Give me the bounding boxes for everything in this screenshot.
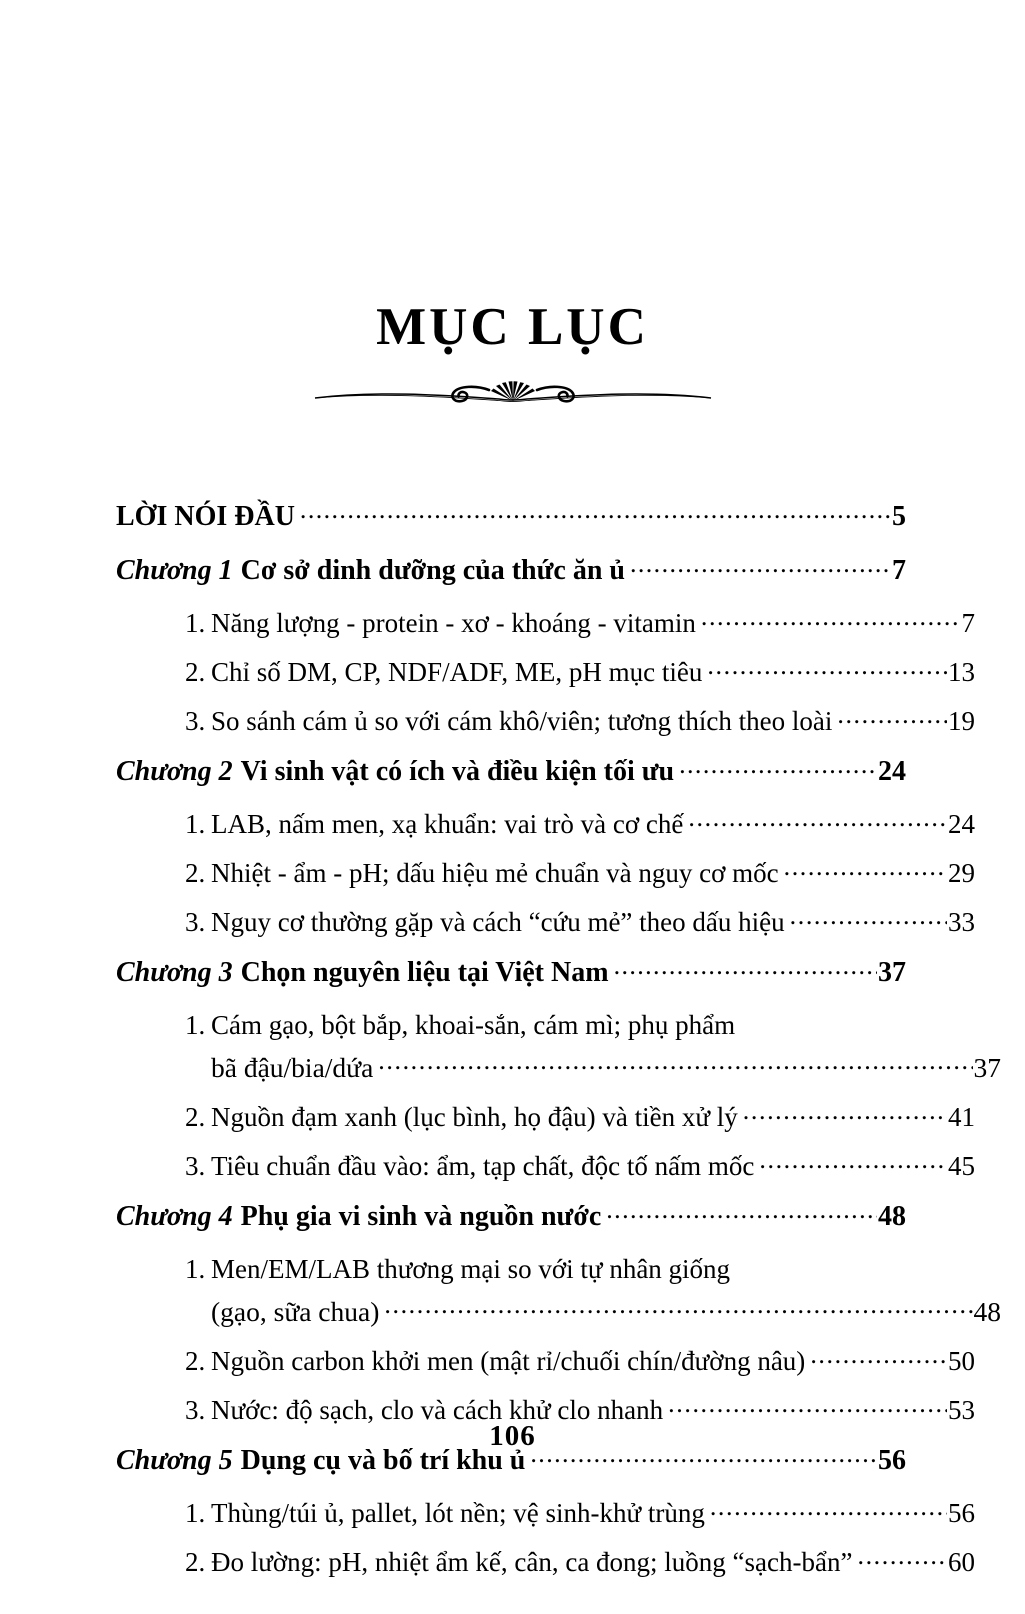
toc-entry-number: 2. bbox=[185, 858, 206, 888]
toc-entry-page: 50 bbox=[948, 1346, 975, 1376]
toc-chapter-word: Chương 5 bbox=[116, 1445, 233, 1476]
toc-entry-number: 1. bbox=[185, 608, 206, 638]
toc-entry-label: Thùng/túi ủ, pallet, lót nền; vệ sinh-khử trùng bbox=[211, 1498, 705, 1528]
toc-entry-continuation[interactable] bbox=[116, 1293, 1001, 1325]
toc-entry-number: 3. bbox=[185, 907, 206, 937]
toc-entry-page: 24 bbox=[878, 756, 906, 787]
toc-entry[interactable] bbox=[116, 1343, 975, 1375]
footer-page-number: 106 bbox=[489, 1420, 536, 1452]
toc-entry-page: 48 bbox=[878, 1201, 906, 1232]
toc-chapter-word: Chương 3 bbox=[116, 957, 233, 988]
toc-chapter-word: Chương 4 bbox=[116, 1201, 233, 1232]
dot-leader bbox=[378, 1049, 972, 1077]
dot-leader bbox=[743, 1099, 947, 1126]
toc-entry-number: 2. bbox=[185, 657, 206, 687]
toc-entry[interactable] bbox=[116, 551, 906, 585]
toc-entry-label: So sánh cám ủ so với cám khô/viên; tương thích theo loài bbox=[211, 706, 833, 736]
toc-entry-label: LỜI NÓI ĐẦU bbox=[116, 501, 295, 532]
toc-entry-number: 1. bbox=[185, 809, 206, 839]
toc-entry[interactable] bbox=[116, 1007, 975, 1039]
dot-leader bbox=[837, 703, 947, 730]
toc-entry-label: Năng lượng - protein - xơ - khoáng - vitamin bbox=[211, 608, 696, 638]
toc-entry-page: 41 bbox=[948, 1102, 975, 1132]
dot-leader bbox=[606, 1197, 877, 1225]
toc-entry-label: Đo lường: pH, nhiệt ẩm kế, cân, ca đong; luồng “sạch-bẩn” bbox=[211, 1547, 853, 1577]
dot-leader bbox=[688, 806, 947, 833]
toc-entry-number: 3. bbox=[185, 706, 206, 736]
toc-entry-number: 1. bbox=[185, 1010, 206, 1040]
toc-entry-page: 33 bbox=[948, 907, 975, 937]
toc-chapter-word: Chương 2 bbox=[116, 756, 233, 787]
toc-entry[interactable] bbox=[116, 1544, 975, 1576]
toc-entry-label: Cơ sở dinh dưỡng của thức ăn ủ bbox=[240, 555, 625, 586]
toc-entry-continuation[interactable] bbox=[116, 1049, 1001, 1081]
toc-entry-number: 2. bbox=[185, 1346, 206, 1376]
dot-leader bbox=[784, 855, 947, 882]
dot-leader bbox=[707, 654, 947, 681]
toc-entry[interactable] bbox=[116, 1495, 975, 1527]
toc-entry-label: LAB, nấm men, xạ khuẩn: vai trò và cơ chế bbox=[211, 809, 684, 839]
toc-entry-page: 29 bbox=[948, 858, 975, 888]
toc-entry-number: 2. bbox=[185, 1102, 206, 1132]
dot-leader bbox=[668, 1392, 947, 1419]
toc-chapter-word: Chương 1 bbox=[116, 555, 233, 586]
dot-leader bbox=[790, 904, 947, 931]
toc-entry-number: 3. bbox=[185, 1151, 206, 1181]
toc-entry-page: 7 bbox=[892, 555, 906, 586]
toc-entry-page: 24 bbox=[948, 809, 975, 839]
toc-entry[interactable] bbox=[116, 497, 906, 531]
toc-entry[interactable] bbox=[116, 1251, 975, 1283]
toc-entry[interactable] bbox=[116, 654, 975, 686]
dot-leader bbox=[701, 605, 961, 632]
dot-leader bbox=[384, 1293, 972, 1321]
toc-entry[interactable] bbox=[116, 605, 975, 637]
toc-entry-number: 3. bbox=[185, 1395, 206, 1425]
toc-entry-page: 13 bbox=[948, 657, 975, 687]
toc-entry-page: 45 bbox=[948, 1151, 975, 1181]
toc-entry[interactable] bbox=[116, 1148, 975, 1180]
dot-leader bbox=[759, 1148, 947, 1175]
page-title: MỤC LỤC bbox=[376, 298, 649, 356]
toc-entry[interactable] bbox=[116, 703, 975, 735]
dot-leader bbox=[300, 497, 891, 525]
dot-leader bbox=[810, 1343, 947, 1370]
toc-entry-label-line2: (gạo, sữa chua) bbox=[211, 1295, 380, 1327]
toc-entry-label: Nguồn đạm xanh (lục bình, họ đậu) và tiền xử lý bbox=[211, 1102, 738, 1132]
toc-entry-label: Chỉ số DM, CP, NDF/ADF, ME, pH mục tiêu bbox=[211, 657, 703, 687]
toc-entry[interactable] bbox=[116, 953, 906, 987]
toc-entry-label: Nhiệt - ẩm - pH; dấu hiệu mẻ chuẩn và nguy cơ mốc bbox=[211, 858, 779, 888]
toc-entry-page: 19 bbox=[948, 706, 975, 736]
toc-entry-page: 56 bbox=[878, 1445, 906, 1476]
toc-entry[interactable] bbox=[116, 752, 906, 786]
toc-entry-page: 7 bbox=[961, 608, 975, 638]
dot-leader bbox=[630, 551, 891, 579]
title-block bbox=[0, 300, 1025, 404]
toc-entry-label: Nguy cơ thường gặp và cách “cứu mẻ” theo dấu hiệu bbox=[211, 907, 785, 937]
dot-leader bbox=[740, 1007, 975, 1034]
toc-entry-page: 53 bbox=[948, 1395, 975, 1425]
toc-entry-number: 1. bbox=[185, 1254, 206, 1284]
toc-entry-label: Phụ gia vi sinh và nguồn nước bbox=[240, 1201, 602, 1232]
toc-entry-number: 1. bbox=[185, 1498, 206, 1528]
toc-entry-label: Vi sinh vật có ích và điều kiện tối ưu bbox=[240, 756, 675, 787]
toc-entry-label: Chọn nguyên liệu tại Việt Nam bbox=[240, 957, 609, 988]
toc-entry[interactable] bbox=[116, 806, 975, 838]
dot-leader bbox=[710, 1495, 947, 1522]
toc-entry-label: Nguồn carbon khởi men (mật rỉ/chuối chín/đường nâu) bbox=[211, 1346, 806, 1376]
toc-entry-label: Dụng cụ và bố trí khu ủ bbox=[240, 1445, 526, 1476]
dot-leader bbox=[679, 752, 877, 780]
dot-leader bbox=[614, 953, 877, 981]
toc-entry-label: Cám gạo, bột bắp, khoai-sắn, cám mì; phụ phẩm bbox=[211, 1010, 736, 1040]
toc-entry-page: 60 bbox=[948, 1547, 975, 1577]
toc-entry[interactable] bbox=[116, 1197, 906, 1231]
toc-entry-label: Tiêu chuẩn đầu vào: ẩm, tạp chất, độc tố nấm mốc bbox=[211, 1151, 755, 1181]
toc-entry[interactable] bbox=[116, 855, 975, 887]
toc-entry-page: 48 bbox=[973, 1295, 1001, 1327]
toc-entry-label-line2: bã đậu/bia/dứa bbox=[211, 1051, 374, 1083]
toc-entry-page: 56 bbox=[948, 1498, 975, 1528]
toc-entry-label: Men/EM/LAB thương mại so với tự nhân giống bbox=[211, 1254, 731, 1284]
dot-leader bbox=[735, 1251, 975, 1278]
toc-entry[interactable] bbox=[116, 904, 975, 936]
toc-entry-page: 37 bbox=[973, 1051, 1001, 1083]
toc-entry-label: Nước: độ sạch, clo và cách khử clo nhanh bbox=[211, 1395, 664, 1425]
flourish-divider-ornament bbox=[313, 370, 713, 404]
toc-entry[interactable] bbox=[116, 1099, 975, 1131]
toc-entry-page: 5 bbox=[892, 501, 906, 532]
toc-entry-page: 37 bbox=[878, 957, 906, 988]
dot-leader bbox=[857, 1544, 947, 1571]
toc-entry-number: 2. bbox=[185, 1547, 206, 1577]
